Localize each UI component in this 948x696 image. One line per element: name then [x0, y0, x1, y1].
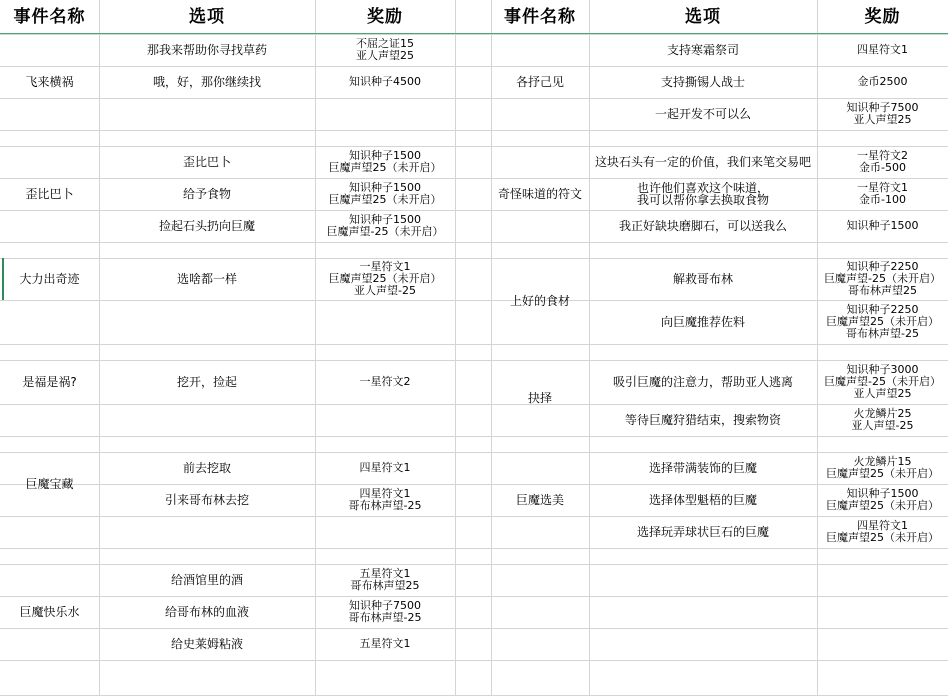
reward-cell[interactable]: 四星符文1 — [857, 43, 908, 56]
reward-cell[interactable]: 知识种子3000 巨魔声望-25（未开启） 亚人声望25 — [824, 363, 941, 400]
option-cell[interactable]: 吸引巨魔的注意力，帮助亚人逃离 — [612, 375, 793, 389]
header-option-left[interactable]: 选项 — [189, 7, 225, 27]
option-cell[interactable]: 向巨魔推荐佐料 — [660, 315, 745, 329]
event-name-right[interactable]: 巨魔选美 — [515, 493, 564, 507]
reward-cell[interactable]: 知识种子1500 巨魔声望25（未开启） — [826, 487, 939, 512]
header-reward-right[interactable]: 奖励 — [864, 7, 901, 27]
reward-cell[interactable]: 火龙鳞片15 巨魔声望25（未开启） — [826, 455, 939, 480]
option-cell[interactable]: 选择体型魁梧的巨魔 — [648, 493, 757, 507]
grid-row-line — [0, 130, 948, 131]
reward-cell[interactable]: 知识种子7500 哥布林声望-25 — [348, 599, 422, 624]
option-cell[interactable]: 给史莱姆粘液 — [170, 637, 243, 651]
option-cell[interactable]: 选择带满装饰的巨魔 — [648, 461, 757, 475]
reward-cell[interactable]: 知识种子1500 巨魔声望-25（未开启） — [326, 213, 444, 238]
option-cell[interactable]: 支持撕锡人战士 — [660, 75, 745, 89]
reward-cell[interactable]: 五星符文1 — [359, 637, 411, 650]
reward-cell[interactable]: 四星符文1 — [359, 461, 411, 474]
option-cell[interactable]: 一起开发不可以么 — [654, 107, 751, 121]
option-cell[interactable]: 选啥都一样 — [176, 272, 237, 286]
reward-cell[interactable]: 一星符文2 — [359, 375, 411, 388]
option-cell[interactable]: 解救哥布林 — [672, 272, 733, 286]
grid-row-line — [0, 242, 948, 243]
reward-cell[interactable]: 四星符文1 哥布林声望-25 — [348, 487, 422, 512]
reward-cell[interactable]: 知识种子1500 — [846, 219, 919, 232]
option-cell[interactable]: 我正好缺块磨脚石，可以送我么 — [618, 219, 787, 233]
event-name-left[interactable]: 是福是祸? — [22, 375, 77, 389]
grid-row-line — [0, 344, 948, 345]
reward-cell[interactable]: 四星符文1 巨魔声望25（未开启） — [826, 519, 939, 544]
reward-cell[interactable]: 知识种子4500 — [349, 75, 421, 88]
option-cell[interactable]: 支持寒霜祭司 — [666, 43, 739, 57]
option-cell[interactable]: 那我来帮助你寻找草药 — [146, 43, 267, 57]
option-cell[interactable]: 选择玩弄球状巨石的巨魔 — [636, 525, 769, 539]
option-cell[interactable]: 捡起石头扔向巨魔 — [158, 219, 255, 233]
event-name-right[interactable]: 各抒己见 — [515, 75, 564, 89]
reward-cell[interactable]: 五星符文1 哥布林声望25 — [350, 567, 420, 592]
reward-cell[interactable]: 知识种子7500 亚人声望25 — [846, 101, 919, 126]
header-event-left[interactable]: 事件名称 — [13, 7, 86, 27]
grid-row-line — [0, 660, 948, 661]
reward-cell[interactable]: 火龙鳞片25 亚人声望-25 — [851, 407, 914, 432]
header-event-right[interactable]: 事件名称 — [504, 7, 576, 27]
reward-cell[interactable]: 不屈之证15 亚人声望25 — [356, 37, 414, 62]
event-name-right[interactable]: 上好的食材 — [509, 294, 570, 308]
option-cell[interactable]: 挖开，捡起 — [176, 375, 237, 389]
option-cell[interactable]: 给予食物 — [182, 187, 231, 201]
event-name-left[interactable]: 巨魔宝藏 — [25, 477, 74, 491]
reward-cell[interactable]: 一星符文2 金币-500 — [857, 149, 908, 174]
event-name-right[interactable]: 抉择 — [527, 391, 552, 405]
option-cell[interactable]: 前去挖取 — [182, 461, 231, 475]
event-name-left[interactable]: 大力出奇迹 — [19, 272, 80, 286]
reward-cell[interactable]: 一星符文1 巨魔声望25（未开启） 亚人声望-25 — [328, 260, 442, 297]
option-cell[interactable]: 给哥布林的血液 — [164, 605, 249, 619]
reward-cell[interactable]: 金币2500 — [857, 75, 908, 88]
header-reward-left[interactable]: 奖励 — [367, 7, 403, 27]
option-cell[interactable]: 这块石头有一定的价值，我们来笔交易吧 — [594, 155, 811, 169]
grid-row-line — [0, 436, 948, 437]
event-name-left[interactable]: 飞来横祸 — [25, 75, 74, 89]
header-option-right[interactable]: 选项 — [685, 7, 721, 27]
reward-cell[interactable]: 一星符文1 金币-100 — [857, 181, 908, 206]
event-name-right[interactable]: 奇怪味道的符文 — [497, 187, 582, 201]
option-cell[interactable]: 给酒馆里的酒 — [170, 573, 243, 587]
option-cell[interactable]: 引来哥布林去挖 — [164, 493, 249, 507]
reward-cell[interactable]: 知识种子2250 巨魔声望-25（未开启） 哥布林声望25 — [824, 260, 941, 297]
reward-cell[interactable]: 知识种子2250 巨魔声望25（未开启） 哥布林声望-25 — [826, 303, 939, 340]
selected-cell-indicator — [2, 258, 4, 300]
option-cell[interactable]: 等待巨魔狩猎结束，搜索物资 — [624, 413, 781, 427]
option-cell[interactable]: 也许他们喜欢这个味道， 我可以帮你拿去换取食物 — [636, 181, 769, 207]
option-cell[interactable]: 歪比巴卜 — [182, 155, 231, 169]
option-cell[interactable]: 哦，好，那你继续找 — [152, 75, 261, 89]
grid-column-line — [455, 0, 456, 695]
event-name-left[interactable]: 歪比巴卜 — [25, 187, 74, 201]
reward-cell[interactable]: 知识种子1500 巨魔声望25（未开启） — [328, 181, 442, 206]
event-name-left[interactable]: 巨魔快乐水 — [19, 605, 80, 619]
grid-row-line — [0, 548, 948, 549]
reward-cell[interactable]: 知识种子1500 巨魔声望25（未开启） — [328, 149, 442, 174]
